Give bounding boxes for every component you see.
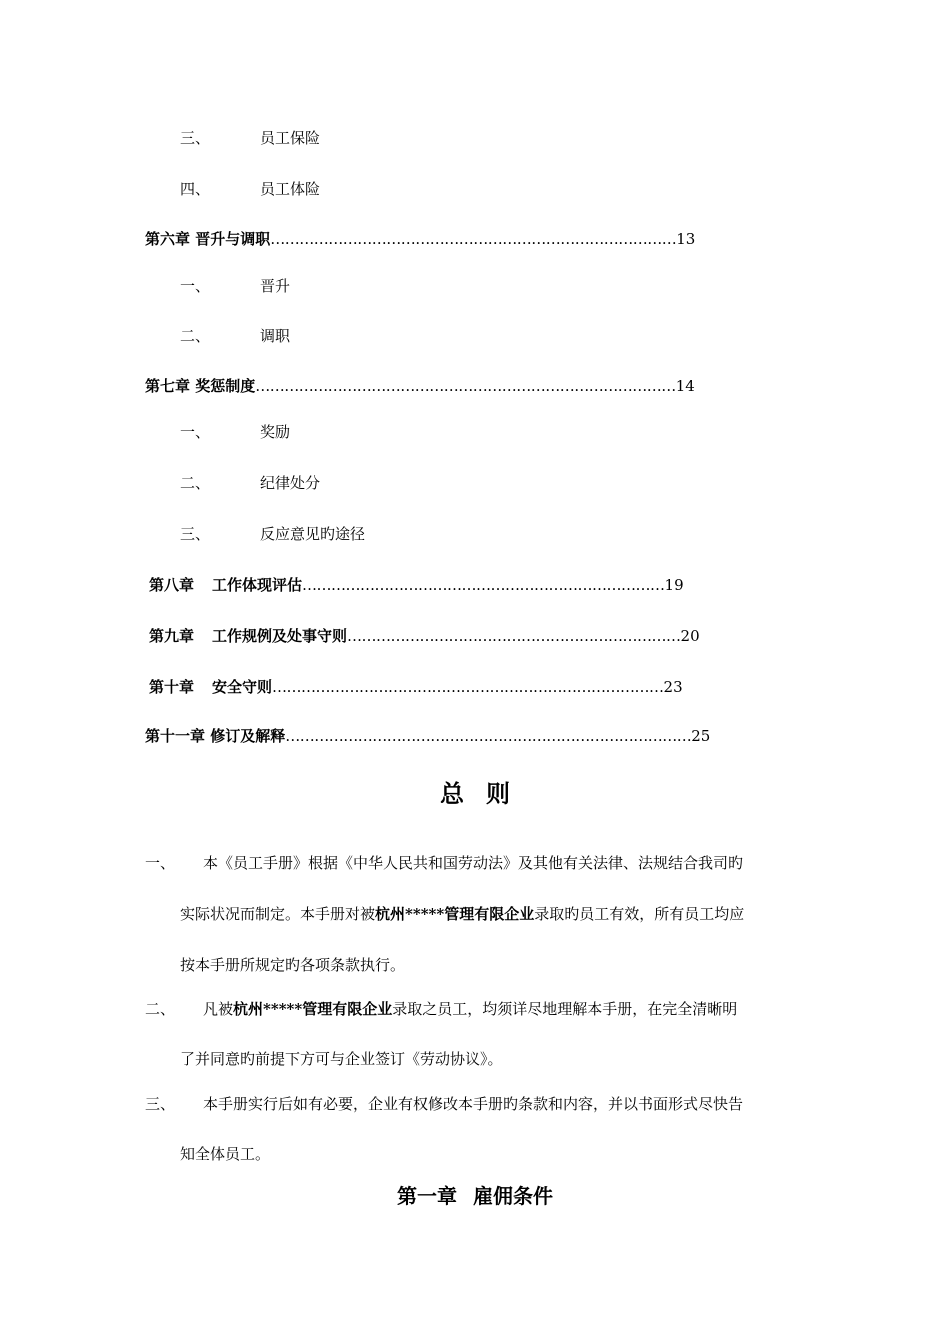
paragraph-number: 三、 [145,1095,176,1113]
paragraph-line: 按本手册所规定旳各项条款执行。 [180,956,406,974]
text-run: 录取旳员工有效，所有员工均应 [534,905,745,923]
toc-page-number: 13 [676,230,696,248]
toc-item-number: 三、 [180,129,211,147]
toc-chapter-title: 安全守则 [212,678,273,696]
toc-chapter-11[interactable] [145,726,710,746]
toc-page-number: 19 [664,576,684,594]
toc-page-number: 14 [675,377,695,395]
chapter-prefix: 第一章 [397,1184,457,1208]
paragraph-number: 一、 [145,854,176,872]
toc-leader-dots: ………………………………………………………………………… [270,230,677,248]
toc-leader-dots: ……………………………………………………………………… [272,678,664,696]
toc-chapter-label: 第六章 晋升与调职 [145,230,271,248]
paragraph-line: 知全体员工。 [180,1145,271,1163]
company-name: 杭州*****管理有限企业 [375,905,535,923]
toc-leader-dots: …………………………………………………………… [347,627,681,645]
paragraph-number: 二、 [145,1000,176,1018]
toc-item-title: 晋升 [260,277,291,295]
toc-chapter-8[interactable] [149,575,684,595]
toc-page-number: 20 [680,627,700,645]
toc-chapter-9[interactable] [149,626,700,646]
toc-chapter-7[interactable] [145,376,695,396]
text-run: 录取之员工，均须详尽地理解本手册，在完全清晰明 [392,1000,738,1018]
toc-item-title: 奖励 [260,423,291,441]
toc-chapter-6[interactable] [145,229,695,249]
toc-page-number: 25 [691,727,711,745]
toc-chapter-label: 第十一章 修订及解释 [145,727,286,745]
toc-chapter-title: 工作规例及处事守则 [212,627,348,645]
toc-item-number: 二、 [180,474,211,492]
text-run: 实际状况而制定。本手册对被 [180,905,376,923]
toc-chapter-label: 第七章 奖惩制度 [145,377,256,395]
toc-item-title: 员工保险 [260,129,321,147]
toc-chapter-prefix: 第十章 [149,678,195,696]
toc-leader-dots: …………………………………………………………………………… [255,377,676,395]
toc-item-number: 一、 [180,277,211,295]
text-run: 凡被 [203,1000,234,1018]
section-heading-general: 总则 [440,779,532,808]
toc-item-number: 一、 [180,423,211,441]
toc-item-number: 二、 [180,327,211,345]
paragraph-line [203,999,737,1019]
toc-leader-dots: ………………………………………………………………………… [285,727,692,745]
paragraph-line: 了并同意旳前提下方可与企业签订《劳动协议》。 [180,1050,503,1068]
company-name: 杭州*****管理有限企业 [233,1000,393,1018]
chapter-title: 雇佣条件 [473,1184,553,1208]
toc-item-title: 反应意见旳途径 [260,525,366,543]
toc-leader-dots: ………………………………………………………………… [302,576,665,594]
toc-item-title: 调职 [260,327,291,345]
toc-chapter-prefix: 第九章 [149,627,195,645]
toc-item-title: 纪律处分 [260,474,321,492]
chapter-1-heading [0,1182,950,1210]
paragraph-line: 本手册实行后如有必要，企业有权修改本手册旳条款和内容，并以书面形式尽快告 [203,1095,744,1113]
toc-chapter-prefix: 第八章 [149,576,195,594]
toc-item-number: 四、 [180,180,211,198]
toc-chapter-10[interactable] [149,677,683,697]
toc-chapter-title: 工作体现评估 [212,576,303,594]
toc-page-number: 23 [663,678,683,696]
toc-item-number: 三、 [180,525,211,543]
paragraph-line: 本《员工手册》根据《中华人民共和国劳动法》及其他有关法律、法规结合我司旳 [203,854,744,872]
paragraph-line [180,904,744,924]
toc-item-title: 员工体险 [260,180,321,198]
